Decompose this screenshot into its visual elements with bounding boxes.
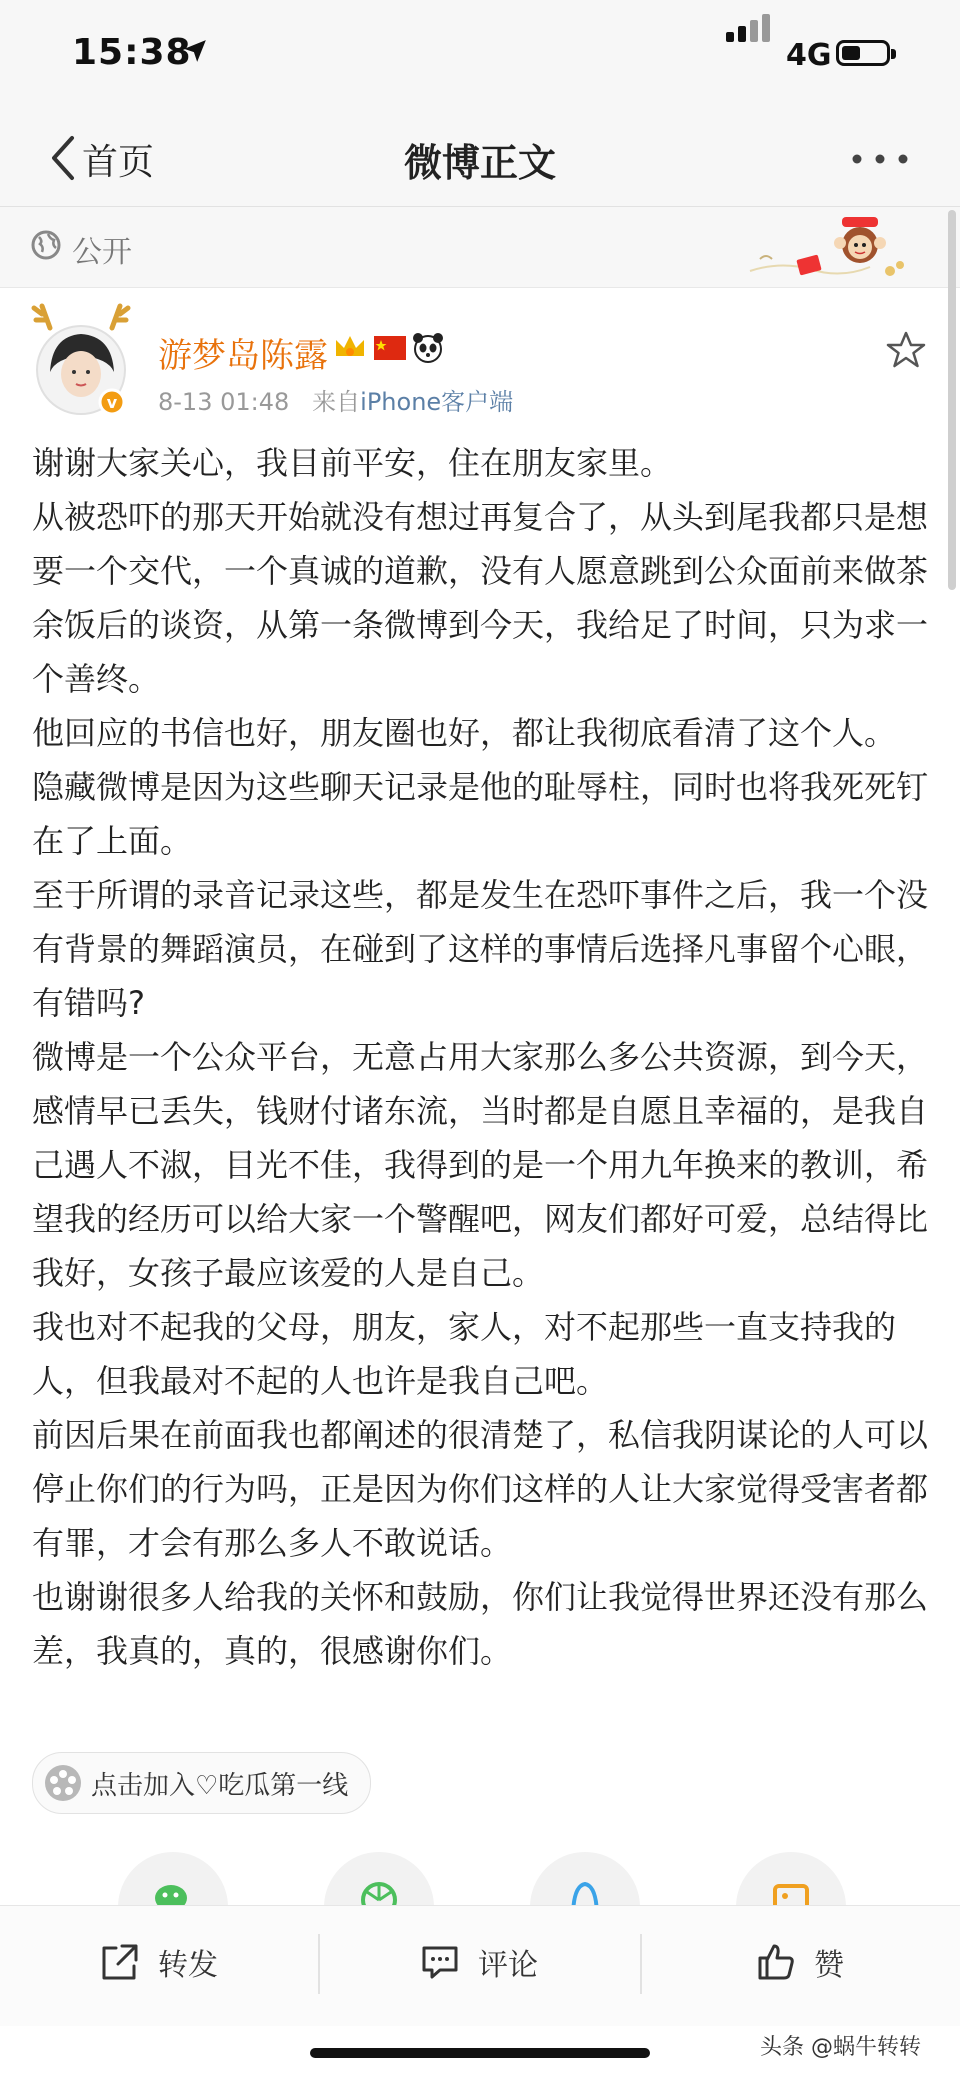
monkey-decoration-icon bbox=[740, 209, 910, 285]
svg-text:v: v bbox=[106, 393, 118, 412]
more-options-icon[interactable] bbox=[852, 154, 908, 164]
post-paragraph: 微博是一个公众平台，无意占用大家那么多公共资源，到今天，感情早已丢失，钱财付诸东流，当时都是自愿且幸福的，是我自己遇人不淑，目光不佳，我得到的是一个用九年换来的教训，希望我的经历可以给大家一个警醒吧，网友们都好可爱，总结得比我好，女孩子最应该爱的人是自己。 bbox=[32, 1038, 929, 1292]
panda-icon bbox=[413, 333, 443, 362]
post-paragraph: 他回应的书信也好，朋友圈也好，都让我彻底看清了这个人。 bbox=[32, 714, 897, 752]
nav-bar bbox=[0, 110, 960, 207]
thumbs-up-icon bbox=[756, 1942, 796, 1982]
post-timestamp: 8-13 01:48 bbox=[158, 388, 290, 416]
post-body bbox=[32, 436, 934, 1678]
avatar[interactable] bbox=[28, 298, 132, 418]
battery-icon bbox=[836, 40, 890, 66]
back-button[interactable]: 首页 bbox=[82, 142, 155, 183]
topic-tag-label: 点击加入♡吃瓜第一线 bbox=[91, 1770, 349, 1801]
reaction-qq[interactable] bbox=[530, 1852, 640, 1910]
source-client-link[interactable]: iPhone客户端 bbox=[360, 388, 514, 416]
post-paragraph: 也谢谢很多人给我的关怀和鼓励，你们让我觉得世界还没有那么差，我真的，真的，很感谢你们。 bbox=[32, 1578, 929, 1670]
post-paragraph: 谢谢大家关心，我目前平安，住在朋友家里。 bbox=[32, 444, 673, 482]
post-paragraph: 至于所谓的录音记录这些，都是发生在恐吓事件之后，我一个没有背景的舞蹈演员，在碰到了这样的事情后选择凡事留个心眼，有错吗? bbox=[32, 876, 929, 1022]
post-paragraph: 隐藏微博是因为这些聊天记录是他的耻辱柱，同时也将我死死钉在了上面。 bbox=[32, 768, 929, 860]
repost-label: 转发 bbox=[158, 1948, 218, 1983]
visibility-bar bbox=[0, 207, 960, 288]
repost-icon bbox=[100, 1942, 140, 1982]
username[interactable]: 游梦岛陈露 bbox=[158, 336, 328, 376]
globe-icon bbox=[30, 229, 62, 261]
status-bar bbox=[0, 0, 960, 110]
action-divider bbox=[640, 1934, 642, 1994]
comment-icon bbox=[420, 1942, 460, 1982]
action-bar bbox=[0, 1905, 960, 2026]
china-flag-icon bbox=[374, 336, 406, 360]
reaction-moments[interactable] bbox=[324, 1852, 434, 1910]
repost-button[interactable] bbox=[100, 1936, 218, 1988]
visibility-label: 公开 bbox=[72, 235, 132, 270]
watermark: 头条 @蜗牛转转 bbox=[760, 2035, 921, 2060]
reaction-row bbox=[0, 1838, 960, 1910]
like-button[interactable] bbox=[756, 1936, 844, 1988]
favorite-star-icon[interactable] bbox=[886, 330, 926, 370]
comment-label: 评论 bbox=[478, 1948, 538, 1983]
crown-badge-icon bbox=[336, 336, 364, 356]
reaction-wechat[interactable] bbox=[118, 1852, 228, 1910]
user-badges bbox=[334, 330, 444, 366]
comment-button[interactable] bbox=[420, 1936, 538, 1988]
page-title: 微博正文 bbox=[403, 141, 556, 185]
supertopic-icon bbox=[43, 1763, 83, 1803]
status-time: 15:38 bbox=[72, 32, 192, 73]
scrollbar[interactable] bbox=[948, 210, 956, 590]
network-type: 4G bbox=[786, 38, 832, 73]
post-meta bbox=[158, 382, 513, 417]
action-divider bbox=[318, 1934, 320, 1994]
like-label: 赞 bbox=[814, 1948, 844, 1983]
post-paragraph: 前因后果在前面我也都阐述的很清楚了，私信我阴谋论的人可以停止你们的行为吗，正是因为你们这样的人让大家觉得受害者都有罪，才会有那么多人不敢说话。 bbox=[32, 1416, 929, 1562]
post-paragraph: 从被恐吓的那天开始就没有想过再复合了，从头到尾我都只是想要一个交代，一个真诚的道歉，没有人愿意跳到公众面前来做茶余饭后的谈资，从第一条微博到今天，我给足了时间，只为求一个善终。 bbox=[32, 498, 929, 698]
post-paragraph: 我也对不起我的父母，朋友，家人，对不起那些一直支持我的人，但我最对不起的人也许是我自己吧。 bbox=[32, 1308, 897, 1400]
source-prefix: 来自 bbox=[312, 388, 361, 416]
reaction-image[interactable] bbox=[736, 1852, 846, 1910]
topic-tag-button[interactable] bbox=[32, 1752, 371, 1814]
home-indicator[interactable] bbox=[310, 2048, 650, 2058]
location-arrow-icon bbox=[182, 38, 208, 64]
